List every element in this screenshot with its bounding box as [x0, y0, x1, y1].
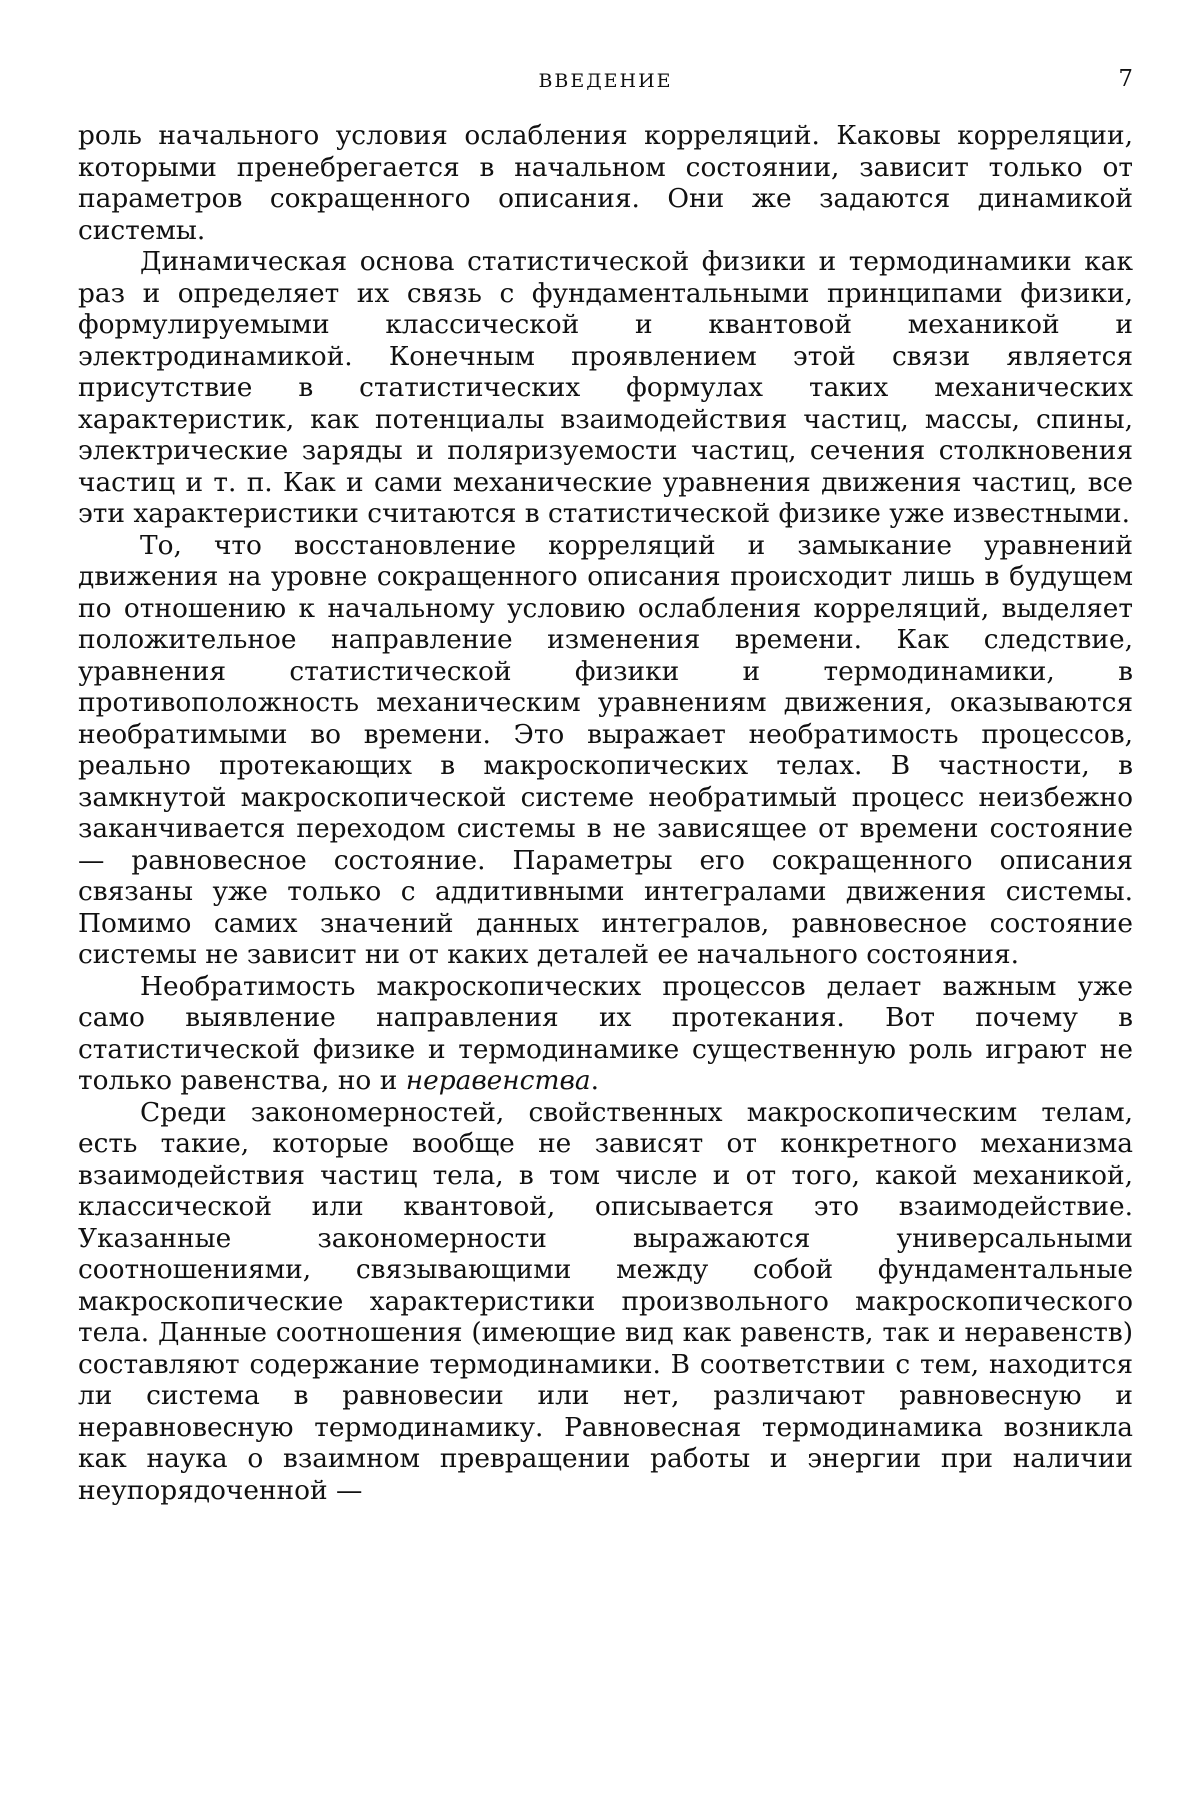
- paragraph-3: То, что восстановление корреляций и замыкание уравнений движения на уровне сокращенного описания происходит лишь в будущем по отношению к начальному условию ослабления корреляций, выделяет положительное направление изменения времени. Как следствие, уравнения статистической физики и термодинамики, в противоположность механическим уравнениям движения, оказываются необратимыми во времени. Это выражает необратимость процессов, реально протекающих в макроскопических телах. В частности, в замкнутой макроскопической системе необратимый процесс неизбежно заканчивается переходом системы в не зависящее от времени состояние — равновесное состояние. Параметры его сокращенного описания связаны уже только с аддитивными интегралами движения системы. Помимо самих значений данных интегралов, равновесное состояние системы не зависит ни от каких деталей ее начального состояния.: [78, 529, 1133, 970]
- page-number: 7: [1118, 66, 1133, 92]
- paragraph-2: Динамическая основа статистической физики и термодинамики как раз и определяет их связь с фундаментальными принципами физики, формулируемыми классической и квантовой механикой и электродинамикой. Конечным проявлением этой связи является присутствие в статистических формулах таких механических характеристик, как потенциалы взаимодействия частиц, массы, спины, электрические заряды и поляризуемости частиц, сечения столкновения частиц и т. п. Как и сами механические уравнения движения частиц, все эти характеристики считаются в статистической физике уже известными.: [78, 246, 1133, 529]
- paragraph-4: [78, 971, 1133, 1097]
- running-title: ВВЕДЕНИЕ: [538, 70, 673, 92]
- paragraph-5: Среди закономерностей, свойственных макроскопическим телам, есть такие, которые вообще не зависят от конкретного механизма взаимодействия частиц тела, в том числе и от того, какой механикой, классической или квантовой, описывается это взаимодействие. Указанные закономерности выражаются универсальными соотношениями, связывающими между собой фундаментальные макроскопические характеристики произвольного макроскопического тела. Данные соотношения (имеющие вид как равенств, так и неравенств) составляют содержание термодинамики. В соответствии с тем, находится ли система в равновесии или нет, различают равновесную и неравновесную термодинамику. Равновесная термодинамика возникла как наука о взаимном превращении работы и энергии при наличии неупорядоченной —: [78, 1096, 1133, 1506]
- paragraph-1: роль начального условия ослабления корреляций. Каковы корреляции, которыми пренебрегается в начальном состоянии, зависит только от параметров сокращенного описания. Они же задаются динамикой системы.: [78, 120, 1133, 246]
- paragraph-4-text: Необратимость макроскопических процессов делает важным уже само выявление направления их протекания. Вот почему в статистической физике и термодинамике существенную роль играют не только равенства, но и: [78, 970, 1133, 1096]
- running-head: [78, 62, 1133, 102]
- paragraph-4-end: .: [590, 1065, 599, 1096]
- emphasis-nonequalities: неравенства: [405, 1065, 591, 1096]
- book-page: [78, 62, 1133, 1506]
